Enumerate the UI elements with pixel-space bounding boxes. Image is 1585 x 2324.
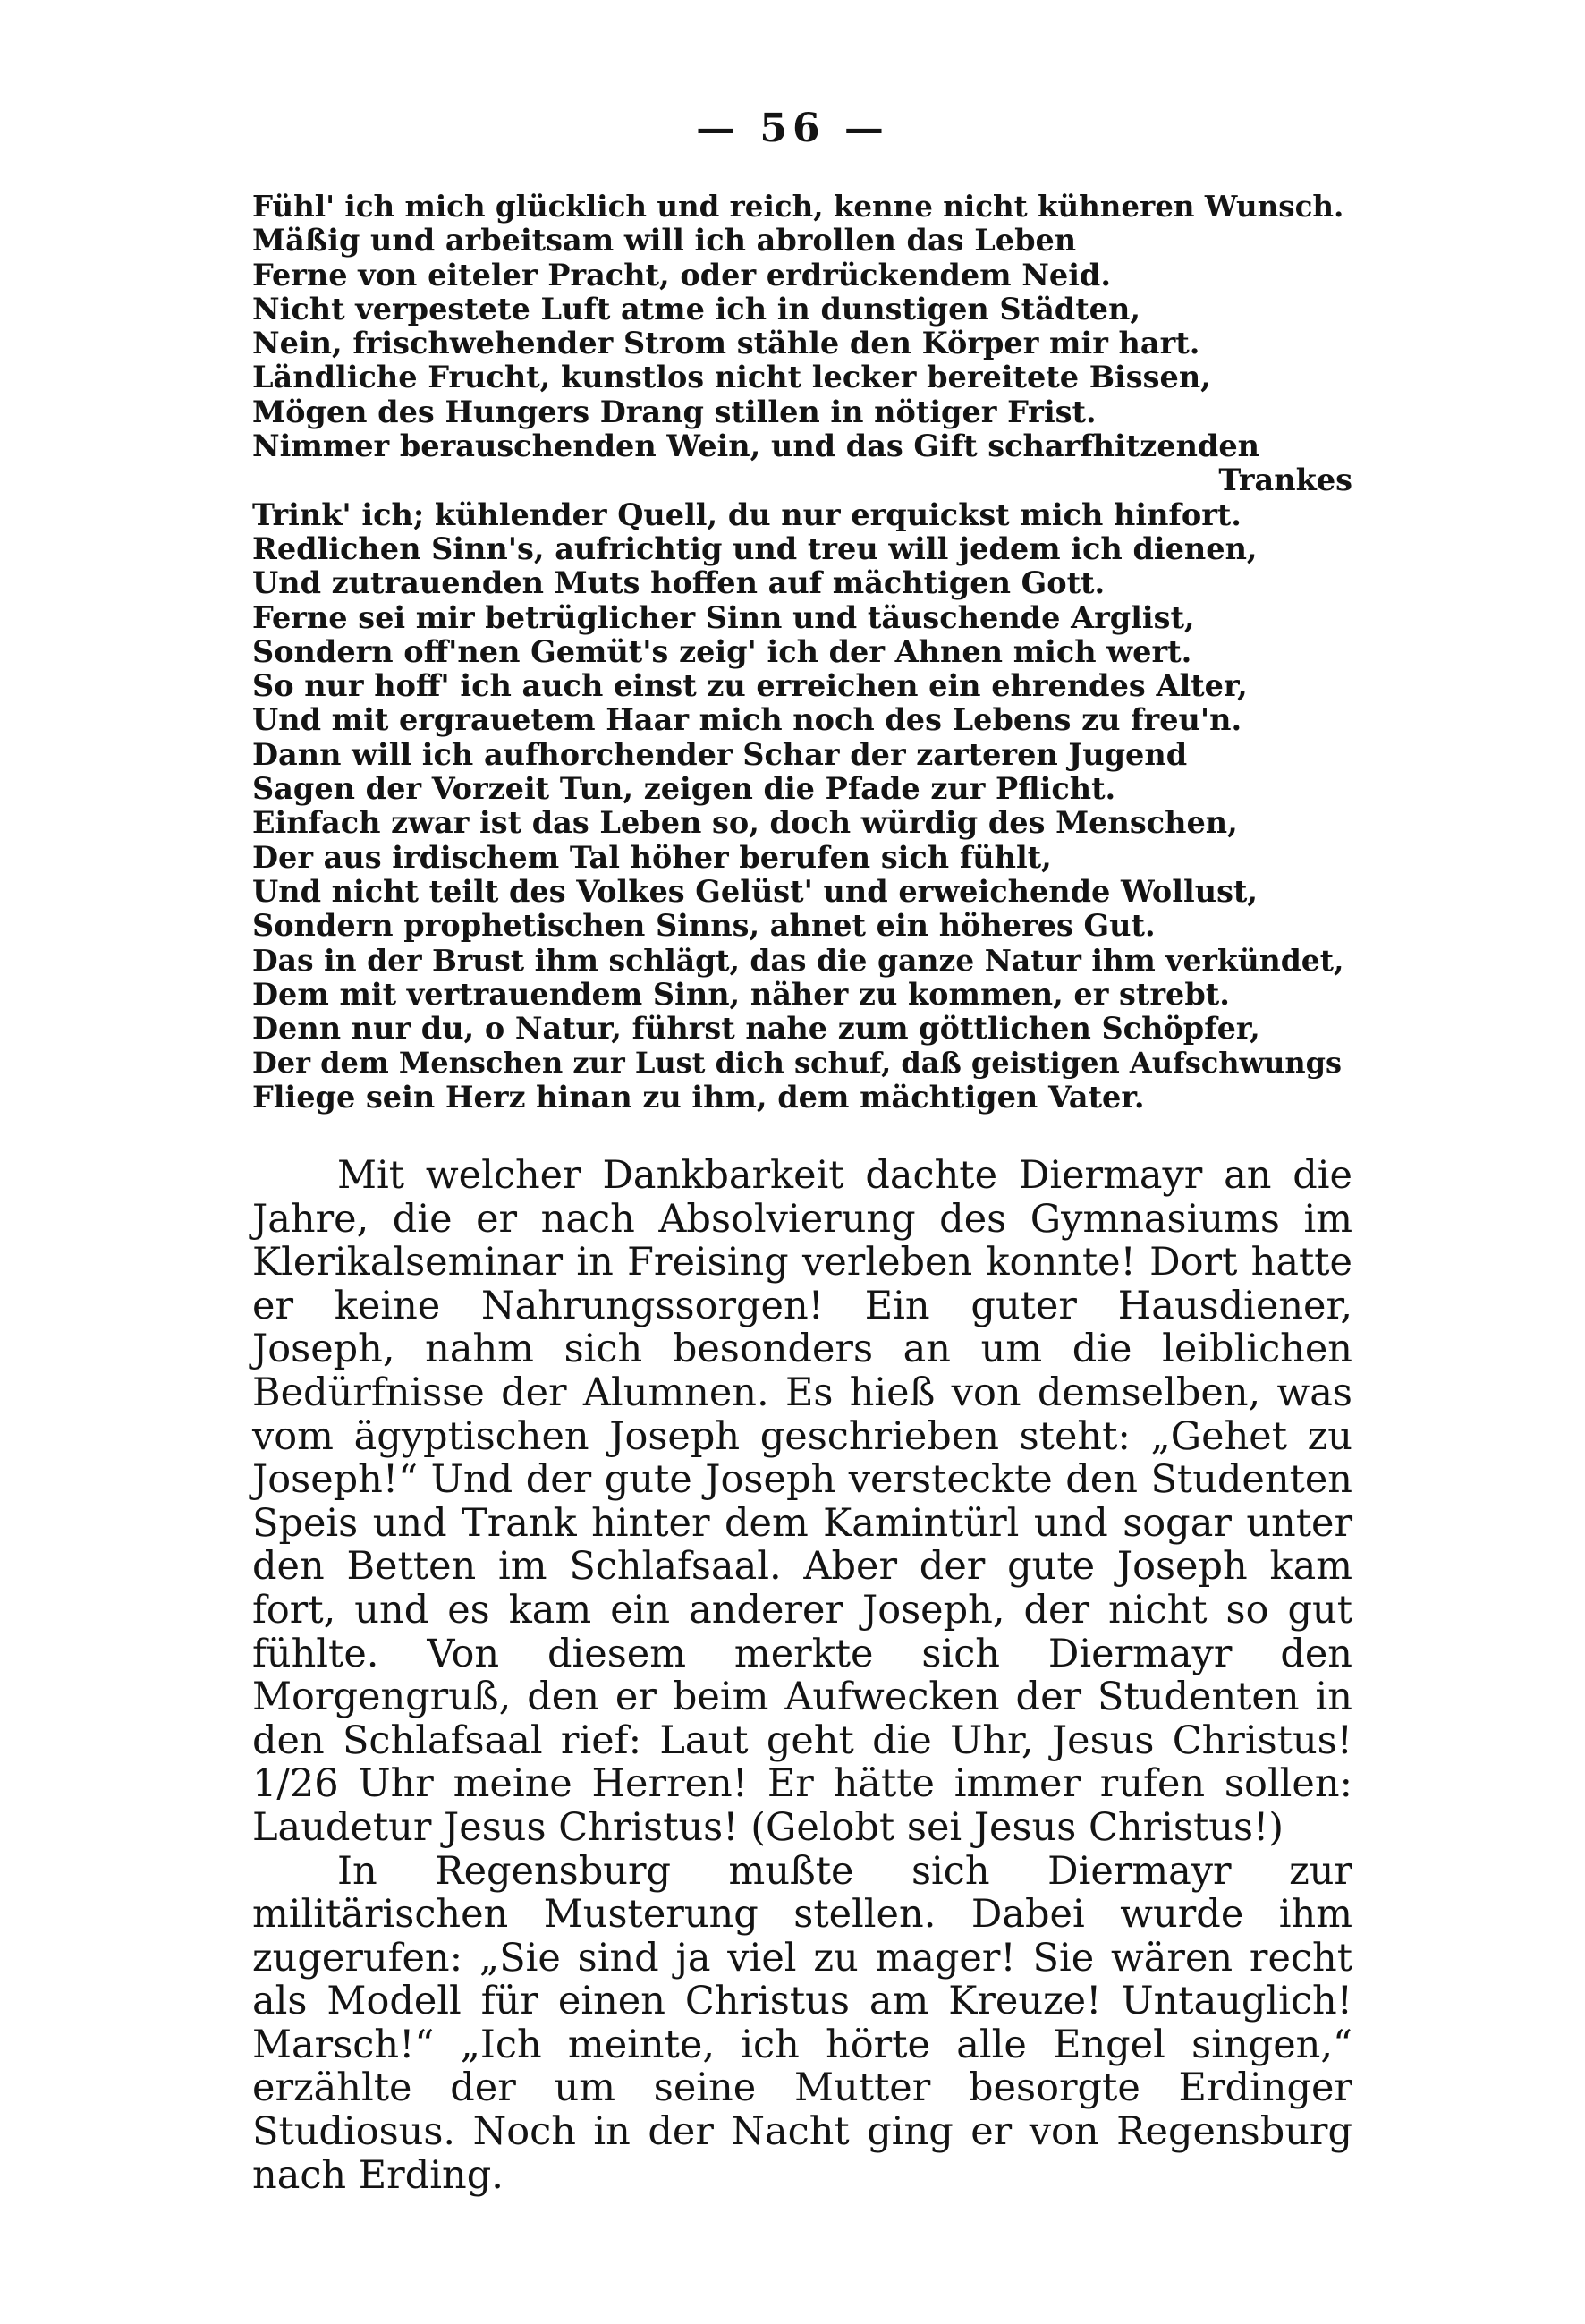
poem-line: Sondern prophetischen Sinns, ahnet ein höheres Gut. [252, 908, 1156, 944]
paragraph: In Regensburg mußte sich Diermayr zur militärischen Musterung stellen. Dabei wurde ihm zugerufen: „Sie sind ja viel zu mager! Sie wären recht als Modell für einen Christus am Kreuze! Untauglich! Marsch!“ „Ich meinte, ich hörte alle Engel singen,“ erzählte der um seine Mutter besorgte Erdinger Studiosus. Noch in der Nacht ging er von Regensburg nach Erding. [252, 1848, 1352, 2198]
poem-line: Ländliche Frucht, kunstlos nicht lecker bereitete Bissen, [252, 360, 1211, 395]
poem-line: Ferne sei mir betrüglicher Sinn und täuschende Arglist, [252, 599, 1195, 635]
poem-line: Einfach zwar ist das Leben so, doch würdig des Menschen, [252, 805, 1238, 841]
poem-line: Der aus irdischem Tal höher berufen sich fühlt, [252, 839, 1052, 875]
poem-line: Mögen des Hungers Drang stillen in nötiger Frist. [252, 394, 1097, 429]
poem-line: Redlichen Sinn's, aufrichtig und treu will jedem ich dienen, [252, 530, 1258, 566]
poem-line: So nur hoff' ich auch einst zu erreichen ein ehrendes Alter, [252, 668, 1248, 704]
poem-line-continuation: Trankes [1218, 462, 1352, 498]
poem-line: Mäßig und arbeitsam will ich abrollen das Leben [252, 223, 1077, 259]
poem-line: Nein, frischwehender Strom stähle den Körper mir hart. [252, 326, 1200, 361]
poem-line: Fühl' ich mich glücklich und reich, kenne nicht kühneren Wunsch. [252, 189, 1344, 224]
poem-line: Und mit ergrauetem Haar mich noch des Lebens zu freu'n. [252, 702, 1242, 738]
prose-body [252, 1154, 1352, 2197]
poem-line: Fliege sein Herz hinan zu ihm, dem mächtigen Vater. [252, 1079, 1145, 1115]
poem-line: Der dem Menschen zur Lust dich schuf, daß geistigen Aufschwungs [252, 1046, 1342, 1081]
poem-line: Ferne von eiteler Pracht, oder erdrückendem Neid. [252, 257, 1112, 293]
poem-line: Dem mit vertrauendem Sinn, näher zu kommen, er strebt. [252, 976, 1230, 1012]
poem-line: Dann will ich aufhorchender Schar der zarteren Jugend [252, 736, 1188, 772]
poem-line: Und nicht teilt des Volkes Gelüst' und erweichende Wollust, [252, 873, 1259, 909]
poem-line: Und zutrauenden Muts hoffen auf mächtigen Gott. [252, 565, 1106, 601]
poem-line: Nicht verpestete Luft atme ich in dunstigen Städten, [252, 291, 1141, 327]
poem-line: Denn nur du, o Natur, führst nahe zum göttlichen Schöpfer, [252, 1011, 1260, 1047]
poem-line: Trink' ich; kühlender Quell, du nur erquickst mich hinfort. [252, 496, 1242, 532]
page-number: — 56 — [696, 106, 889, 151]
poem-line: Sagen der Vorzeit Tun, zeigen die Pfade zur Pflicht. [252, 771, 1116, 807]
poem [252, 190, 1352, 1115]
poem-line: Nimmer berauschenden Wein, und das Gift scharfhitzenden [252, 428, 1260, 464]
poem-line: Sondern off'nen Gemüt's zeig' ich der Ahnen mich wert. [252, 633, 1192, 669]
paragraph: Mit welcher Dankbarkeit dachte Diermayr an die Jahre, die er nach Absolvierung des Gymnasiums im Klerikalseminar in Freising verleben konnte! Dort hatte er keine Nahrungssorgen! Ein guter Hausdiener, Joseph, nahm sich besonders an um die leiblichen Bedürfnisse der Alumnen. Es hieß von demselben, was vom ägyptischen Joseph geschrieben steht: „Gehet zu Joseph!“ Und der gute Joseph versteckte den Studenten Speis und Trank hinter dem Kamintürl und sogar unter den Betten im Schlafsaal. Aber der gute Joseph kam fort, und es kam ein anderer Joseph, der nicht so gut fühlte. Von diesem merkte sich Diermayr den Morgengruß, den er beim Aufwecken der Studenten in den Schlafsaal rief: Laut geht die Uhr, Jesus Christus! 1/26 Uhr meine Herren! Er hätte immer rufen sollen: Laudetur Jesus Christus! (Gelobt sei Jesus Christus!) [252, 1153, 1352, 1850]
poem-line: Das in der Brust ihm schlägt, das die ganze Natur ihm verkündet, [252, 942, 1344, 978]
